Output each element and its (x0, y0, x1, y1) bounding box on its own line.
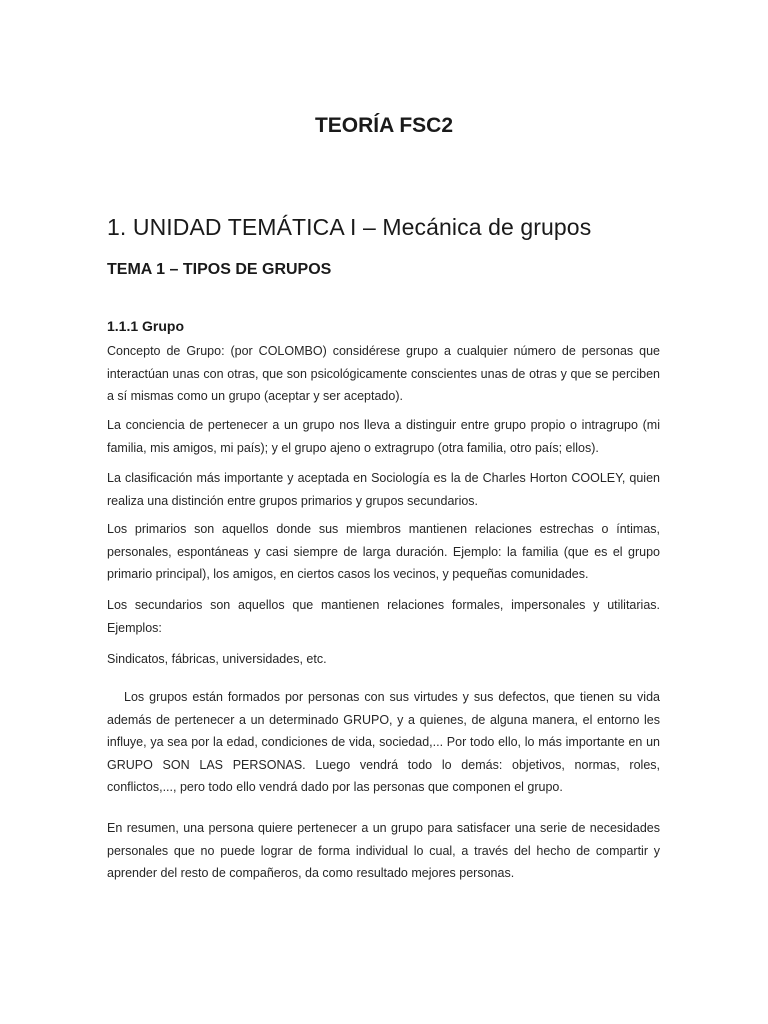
paragraph-primarios: Los primarios son aquellos donde sus miembros mantienen relaciones estrechas o íntimas, personales, espontáneas y casi siempre de larga duración. Ejemplo: la familia (que es el grupo primario principal), los amigos, en ciertos casos los vecinos, y pequeñas comunidades. (107, 522, 660, 581)
section-heading: 1.1.1 Grupo (107, 318, 185, 334)
paragraph-secundarios: Los secundarios son aquellos que mantienen relaciones formales, impersonales y utilitarias. Ejemplos: (107, 598, 660, 635)
paragraph-conciencia: La conciencia de pertenecer a un grupo nos lleva a distinguir entre grupo propio o intragrupo (mi familia, mis amigos, mi país); y el grupo ajeno o extragrupo (otra familia, otro país; ellos). (107, 418, 660, 455)
paragraph-personas: Los grupos están formados por personas con sus virtudes y sus defectos, que tienen su vida además de pertenecer a un determinado GRUPO, y a quienes, de alguna manera, el entorno les influye, ya sea por la edad, condiciones de vida, sociedad,... Por todo ello, lo más importante en un GRUPO SON LAS PERSONAS. Luego vendrá todo lo demás: objetivos, normas, roles, conflictos,..., pero todo ello vendrá dado por las personas que componen el grupo. (107, 690, 660, 794)
document-title: TEORÍA FSC2 (314, 114, 454, 137)
unit-heading: 1. UNIDAD TEMÁTICA I – Mecánica de grupos (107, 214, 592, 240)
paragraph-resumen: En resumen, una persona quiere pertenecer a un grupo para satisfacer una serie de necesidades personales que no puede lograr de forma individual lo cual, a través del hecho de compartir y aprender del resto de compañeros, da como resultado mejores personas. (107, 821, 660, 880)
paragraph-ejemplos: Sindicatos, fábricas, universidades, etc. (107, 652, 327, 666)
paragraph-concepto: Concepto de Grupo: (por COLOMBO) considérese grupo a cualquier número de personas que interactúan unas con otras, que son psicológicamente conscientes unas de otras y que se perciben a sí mismas como un grupo (aceptar y ser aceptado). (107, 344, 660, 403)
paragraph-clasificacion: La clasificación más importante y aceptada en Sociología es la de Charles Horton COOLEY, quien realiza una distinción entre grupos primarios y grupos secundarios. (107, 471, 660, 508)
tema-heading: TEMA 1 – TIPOS DE GRUPOS (107, 261, 332, 278)
